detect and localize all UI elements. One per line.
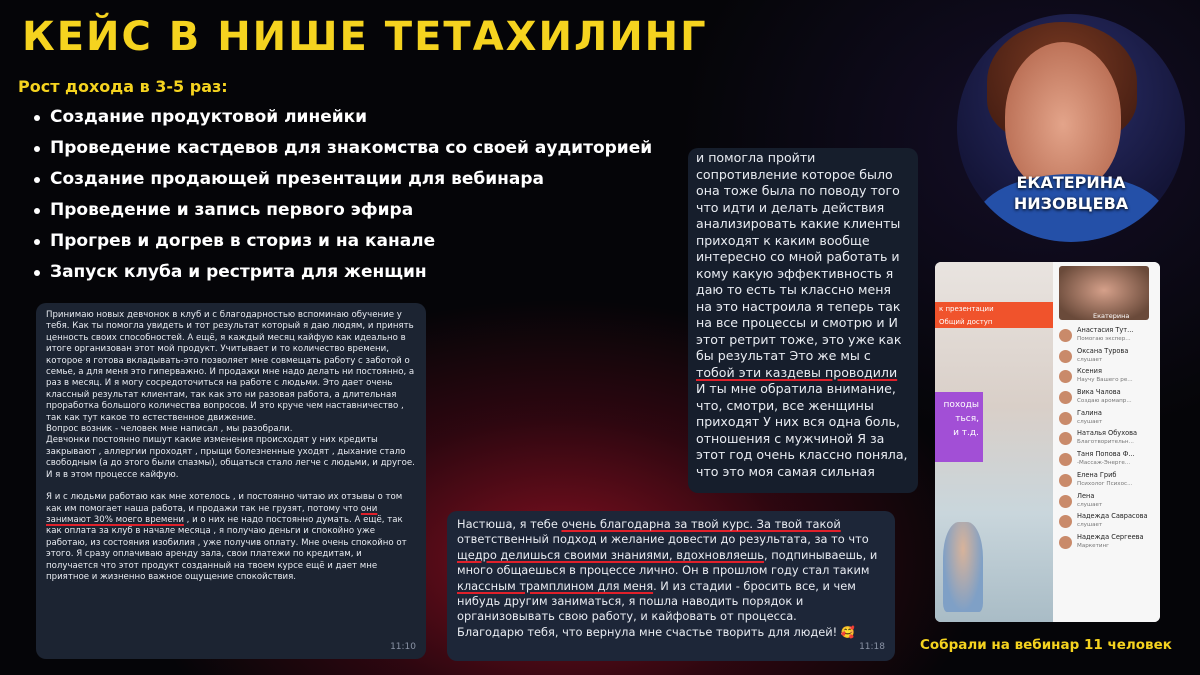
- participant-avatar: [1059, 370, 1072, 383]
- highlighted-text: тобой эти каздевы проводили: [696, 364, 898, 380]
- bullet-dot-icon: [34, 208, 40, 214]
- list-item: Проведение и запись первого эфира: [34, 196, 652, 227]
- list-item: Вика Чалова Создаю аромапр...: [1057, 388, 1157, 409]
- list-item: Создание продающей презентации для вебинара: [34, 165, 652, 196]
- list-item: Елена Гриб Психолог Психос...: [1057, 471, 1157, 492]
- webinar-stage: [935, 262, 1053, 622]
- bullet-dot-icon: [34, 270, 40, 276]
- webinar-toolbar: к презентации Общий доступ: [935, 302, 1053, 328]
- list-item: Создание продуктовой линейки: [34, 103, 652, 134]
- list-item: Надежда Саврасова слушает: [1057, 512, 1157, 533]
- participant-avatar: [1059, 495, 1072, 508]
- list-item: Проведение кастдевов для знакомства со своей аудиторией: [34, 134, 652, 165]
- participant-avatar: [1059, 412, 1072, 425]
- list-item: Наталья Обухова Благотворительн...: [1057, 429, 1157, 450]
- testimonial-message-middle: [447, 511, 895, 661]
- testimonial-message-left: [36, 303, 426, 659]
- bullet-dot-icon: [34, 239, 40, 245]
- avatar-face: [1005, 42, 1121, 192]
- participant-avatar: [1059, 350, 1072, 363]
- message-timestamp: 11:10: [390, 641, 416, 652]
- list-item: Надежда Сергеева Маркетинг: [1057, 533, 1157, 554]
- list-item: Анастасия Тут... Помогаю экспер...: [1057, 326, 1157, 347]
- host-camera-label: Екатерина: [1093, 312, 1130, 320]
- list-item: Запуск клуба и рестрита для женщин: [34, 258, 652, 289]
- webinar-caption: Собрали на вебинар 11 человек: [920, 637, 1172, 653]
- message-paragraph: Принимаю новых девчонок в клуб и с благодарностью вспоминаю обучение у тебя. Как ты помогла увидеть и тот результат который я даю людям, и принять ценность своих способностей. А ещё, я каждый месяц кайфую как идеально в итоге организован этот мой продукт. Учитывает и то количество времени, которое я готова вкладывать-это позволяет мне совмещать работу с заботой о семье, а для меня это гиперважно. И продажи мне надо делать ни постоянно, а раз в месяц. И я могу сосредоточиться на работе с людьми. Это дает очень классный результат клиентам, так как это ни разовая работа, а длительная проработка большого количества вопросов. И это круче чем наставничество , так как тут какое то естественное движение. Вопрос возник - человек мне написал , мы разобрали. Девчонки постоянно пишут какие изменения происходят у них кредиты закрывают , аллергии проходят , прыщи болезненные уходят , дыхание стало свободным (а до этого были спазмы), общаться стало легче с людьми, и другое. И я в этом процессе кайфую.: [46, 310, 415, 480]
- author-name: ЕКАТЕРИНА НИЗОВЦЕВА: [1013, 173, 1129, 213]
- participant-avatar: [1059, 432, 1072, 445]
- message-paragraph: и помогла пройти сопротивление которое было она тоже была по поводу того что идти и делать действия анализировать какие клиенты приходят к каким вообще интересно со мной работать и кому какую эффективность я даю то есть ты классно меня на это настроила я теперь так на все процессы и смотрю и И этот ретрит тоже, это уже как бы результат Это же мы с тобой эти каздевы проводили И ты мне обратила внимание, что, смотри, все женщины приходят У них вся одна боль, отношения с мужчиной Я за этот год очень классно поняла, что это моя самая сильная: [696, 150, 908, 479]
- participant-avatar: [1059, 515, 1072, 528]
- highlighted-text: щедро делишься своими знаниями, вдохновляешь: [457, 547, 764, 562]
- message-paragraph: Я и с людьми работаю как мне хотелось , и постоянно читаю их отзывы о том как им помогает наша работа, и продажи так не грузят, потому что они занимают 30% моего времени , и о них не надо постоянно думать. А ещё, так как оплата за клуб в начале месяца , я получаю деньги и спокойно уже работаю, из состояния изобилия , уже получив оплату. Мне очень спокойно от этого. Я сразу оплачиваю аренду зала, свои платежи по кредитам, и получается что этот продукт созданный на твоем курсе ещё и дает мне приятное и жизненно важное ощущение спокойствия.: [46, 492, 407, 582]
- participant-avatar: [1059, 329, 1072, 342]
- author-avatar: [957, 14, 1185, 242]
- participant-list: [1057, 326, 1157, 554]
- page-title: КЕЙС В НИШЕ ТЕТАХИЛИНГ: [22, 14, 708, 60]
- presentation-slide: походы ться, и т.д.: [935, 392, 983, 462]
- page-subtitle: Рост дохода в 3-5 раз:: [18, 77, 228, 96]
- participant-avatar: [1059, 474, 1072, 487]
- testimonial-message-right: [688, 148, 918, 493]
- list-item: Таня Попова Ф... -Массаж-Энерге...: [1057, 450, 1157, 471]
- participant-avatar: [1059, 391, 1072, 404]
- achievement-list: [34, 103, 652, 289]
- participant-avatar: [1059, 453, 1072, 466]
- list-item: Прогрев и догрев в сториз и на канале: [34, 227, 652, 258]
- message-timestamp: 11:18: [859, 641, 885, 652]
- highlighted-text: очень благодарна за твой курс. За твой такой: [561, 517, 841, 531]
- bullet-dot-icon: [34, 115, 40, 121]
- bullet-dot-icon: [34, 177, 40, 183]
- participants-panel: [1053, 262, 1160, 622]
- list-item: Ксения Научу Вашего ре...: [1057, 367, 1157, 388]
- participant-photo: [943, 522, 983, 612]
- highlighted-text: классным трамплином для меня: [457, 578, 654, 593]
- share-button: Общий доступ: [939, 318, 993, 326]
- highlighted-text: они занимают 30% моего времени: [46, 503, 378, 525]
- webinar-screenshot: [935, 262, 1160, 622]
- list-item: Галина слушает: [1057, 409, 1157, 430]
- participant-avatar: [1059, 536, 1072, 549]
- bullet-dot-icon: [34, 146, 40, 152]
- list-item: Лена слушает: [1057, 492, 1157, 513]
- list-item: Оксана Турова слушает: [1057, 347, 1157, 368]
- message-paragraph: Настюша, я тебе очень благодарна за твой курс. За твой такой ответственный подход и желание довести до результата, за то что щедро делишься своими знаниями, вдохновляешь, подпинываешь, и много общаешься в процессе лично. Он в прошлом году стал таким классным трамплином для меня. И из стадии - бросить все, и чем нибудь другим заниматься, я пошла наводить порядок и организовывать свою работу, и кайфовать от процесса. Благодарю тебя, что вернула мне счастье творить для людей! 🥰: [457, 517, 878, 639]
